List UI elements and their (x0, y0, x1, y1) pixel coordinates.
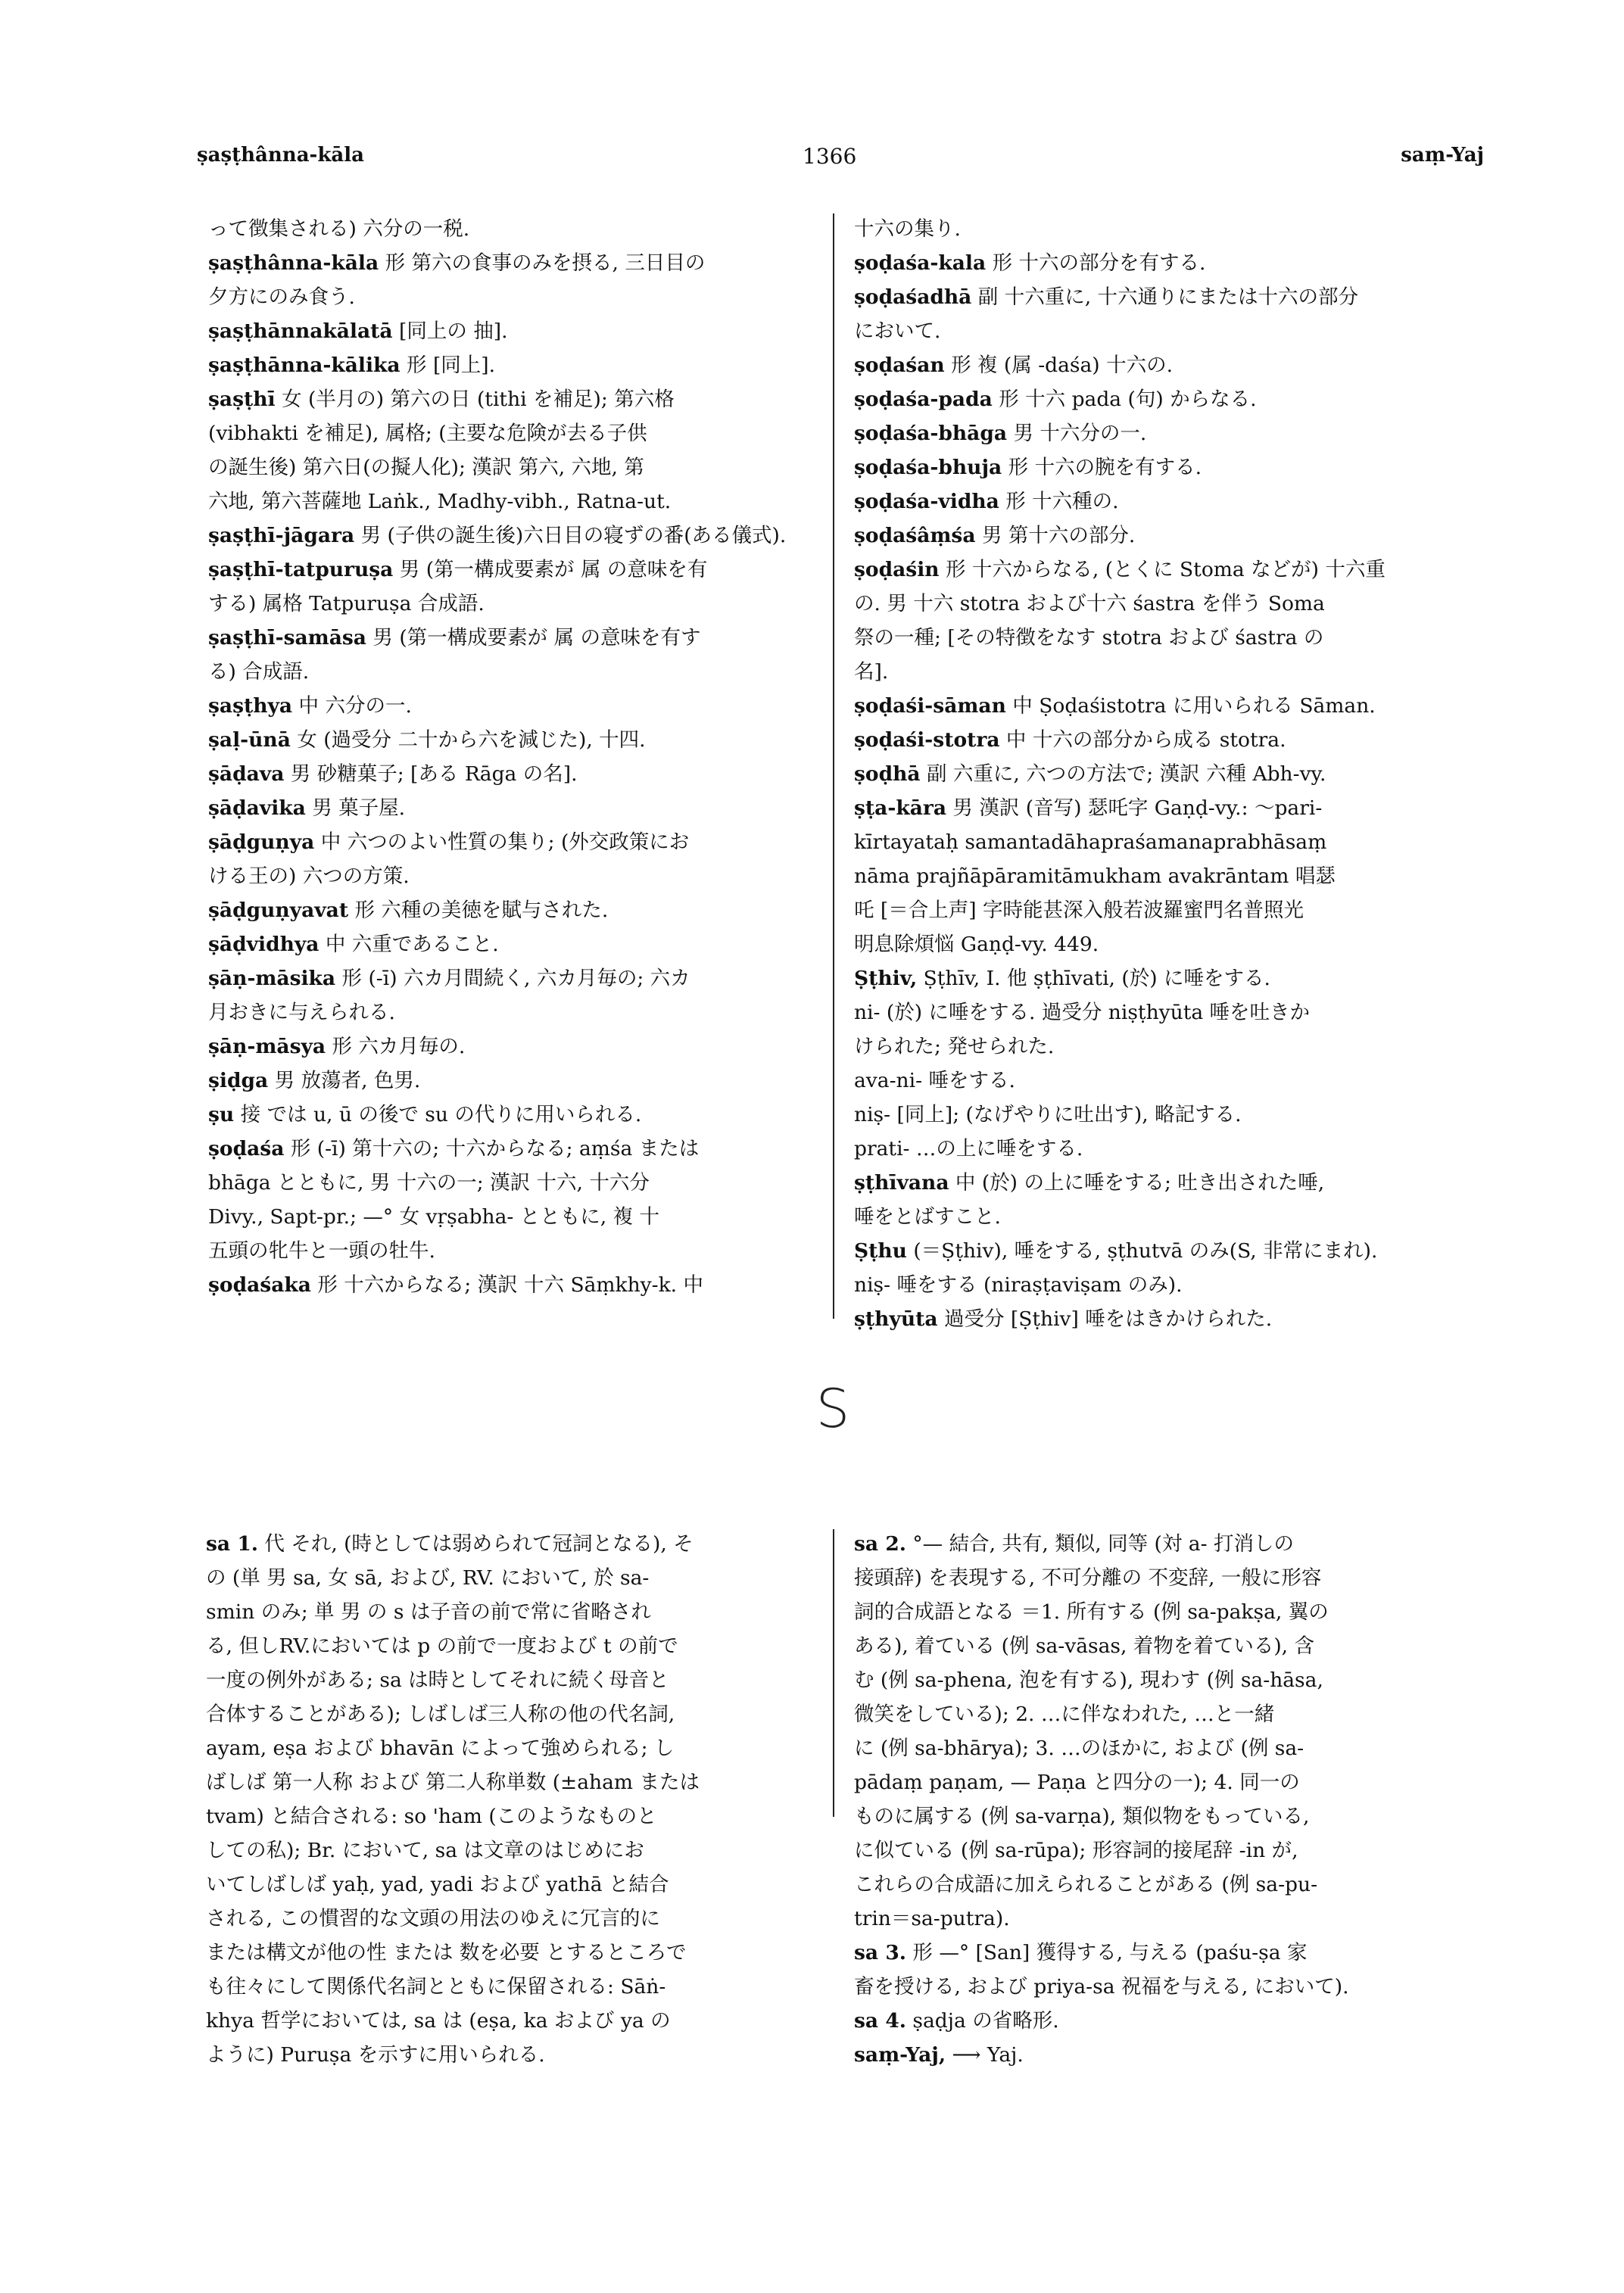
headword: ṣoḍaśaka (208, 1273, 311, 1297)
text-line: ṣiḍga 男 放蕩者, 色男. (208, 1069, 421, 1092)
text-line: 六地, 第六菩薩地 Laṅk., Madhy-vibh., Ratna-ut. (208, 490, 672, 513)
text-line: ける王の) 六つの方策. (208, 865, 410, 888)
text-line: ṣaṣṭhya 中 六分の一. (208, 694, 412, 718)
text-line: る, 但しRV.においては p の前で一度および t の前で (206, 1634, 678, 1658)
text-line: ṣaṣṭhī-tatpuruṣa 男 (第一構成要素が 属 の意味を有 (208, 558, 708, 581)
text-line: ṣaṣṭhī 女 (半月の) 第六の日 (tithi を補足); 第六格 (208, 388, 675, 411)
headword: ṣāḍguṇyavat (208, 899, 349, 922)
text-line: ṣāḍguṇya 中 六つのよい性質の集り; (外交政策にお (208, 830, 690, 854)
text-line: の. 男 十六 stotra および十六 śastra を伴う Soma (854, 592, 1325, 615)
text-line: において. (854, 319, 941, 343)
headword: ṣaṣṭhânna-kāla (208, 251, 379, 275)
column-left-bottom (206, 1527, 819, 2072)
text-line: ṣoḍaśa-bhāga 男 十六分の一. (854, 422, 1147, 445)
text-line: に似ている (例 sa-rūpa); 形容詞的接尾辞 -in が, (854, 1839, 1298, 1862)
text-line: 微笑をしている); 2. …に伴なわれた, …と一緒 (854, 1703, 1275, 1726)
headword: ṣāḍvidhya (208, 933, 320, 956)
text-line: ṣoḍaśan 形 複 (属 -daśa) 十六の. (854, 354, 1173, 377)
text-line: sa 3. 形 —° [San] 獲得する, 与える (paśu-ṣa 家 (854, 1941, 1308, 1964)
headword: ṣu (208, 1103, 235, 1126)
text-line: ṣaṣṭhī-samāsa 男 (第一構成要素が 属 の意味を有す (208, 626, 701, 650)
text-line: ṣṭa-kāra 男 漢訳 (音写) 瑟吒字 Gaṇḍ-vy.: ～pari- (854, 796, 1323, 820)
text-line: ṣaṣṭhânna-kāla 形 第六の食事のみを摂る, 三日目の (208, 251, 706, 275)
text-line: ṣāṇ-māsika 形 (-ī) 六カ月間続く, 六カ月毎の; 六カ (208, 967, 690, 990)
running-head-right: saṃ-Yaj (1401, 144, 1484, 167)
text-line: ṣoḍaśa-vidha 形 十六種の. (854, 490, 1119, 513)
text-line: けられた; 発せられた. (854, 1035, 1055, 1058)
column-left-top (208, 212, 814, 1302)
headword: ṣaḷ-ūnā (208, 728, 291, 752)
text-line: ṣoḍaśi-sāman 中 Ṣoḍaśistotra に用いられる Sāman. (854, 694, 1376, 718)
headword: ṣoḍaśa-vidha (854, 490, 999, 513)
text-line: tvam) と結合される: so 'ham (このようなものと (206, 1805, 657, 1828)
text-line: ṣaṣṭhī-jāgara 男 (子供の誕生後)六日目の寝ずの番(ある儀式). (208, 524, 787, 547)
headword: ṣoḍaśi-stotra (854, 728, 1000, 752)
text-line: む (例 sa-phena, 泡を有する), 現わす (例 sa-hāsa, (854, 1668, 1323, 1692)
headword: ṣoḍaśa (208, 1137, 285, 1161)
headword: sa 4. (854, 2009, 906, 2033)
text-line: sa 4. ṣaḍja の省略形. (854, 2009, 1059, 2033)
text-line: これらの合成語に加えられることがある (例 sa-pu- (854, 1873, 1318, 1896)
text-line: ものに属する (例 sa-varṇa), 類似物をもっている, (854, 1805, 1310, 1828)
text-line: ṣoḍaśaka 形 十六からなる; 漢訳 十六 Sāṃkhy-k. 中 (208, 1273, 704, 1297)
text-line: Ṣṭhiv, Ṣṭhīv, I. 他 ṣṭhīvati, (於) に唾をする. (854, 967, 1270, 990)
text-line: 吒 [＝合上声] 字時能甚深入般若波羅蜜門名普照光 (854, 899, 1304, 922)
text-line: 唾をとばすこと. (854, 1205, 1001, 1229)
text-line: ṣoḍaśadhā 副 十六重に, 十六通りにまたは十六の部分 (854, 285, 1359, 309)
page-header (197, 144, 1484, 174)
headword: saṃ-Yaj, (854, 2043, 946, 2067)
headword: sa 3. (854, 1941, 906, 1964)
text-line: Ṣṭhu (＝Ṣṭhiv), 唾をする, ṣṭhutvā のみ(S, 非常にまれ). (854, 1239, 1378, 1263)
text-line: ṣaḷ-ūnā 女 (過受分 二十から六を減じた), 十四. (208, 728, 646, 752)
page-number: 1366 (803, 144, 857, 169)
text-line: ある), 着ている (例 sa-vāsas, 着物を着ている), 含 (854, 1634, 1315, 1658)
text-line: の (単 男 sa, 女 sā, および, RV. において, 於 sa- (206, 1566, 650, 1590)
text-line: ṣoḍaśin 形 十六からなる, (とくに Stoma などが) 十六重 (854, 558, 1386, 581)
text-line: または構文が他の性 または 数を必要 とするところで (206, 1941, 687, 1964)
text-line: khya 哲学においては, sa は (eṣa, ka および ya の (206, 2009, 671, 2033)
headword: sa 2. (854, 1532, 906, 1556)
text-line: 名]. (854, 660, 889, 684)
headword: ṣṭhīvana (854, 1171, 949, 1195)
text-line: ṣāḍava 男 砂糖菓子; [ある Rāga の名]. (208, 762, 578, 786)
headword: ṣāḍguṇya (208, 830, 315, 854)
text-line: ṣoḍaśa-kala 形 十六の部分を有する. (854, 251, 1206, 275)
text-line: る) 合成語. (208, 660, 310, 684)
text-line: ṣu 接 では u, ū の後で su の代りに用いられる. (208, 1103, 642, 1126)
text-line: する) 属格 Tatpuruṣa 合成語. (208, 592, 485, 615)
text-line: niṣ- 唾をする (niraṣṭaviṣam のみ). (854, 1273, 1183, 1297)
text-line: Divy., Sapt-pr.; —° 女 vṛṣabha- とともに, 複 十 (208, 1205, 660, 1229)
headword: ṣāḍavika (208, 796, 306, 820)
text-line: しての私); Br. において, sa は文章のはじめにお (206, 1839, 644, 1862)
text-line: sa 1. 代 それ, (時としては弱められて冠詞となる), そ (206, 1532, 694, 1556)
headword: ṣoḍaśin (854, 558, 940, 581)
text-line: ṣoḍhā 副 六重に, 六つの方法で; 漢訳 六種 Abh-vy. (854, 762, 1326, 786)
column-right-top (854, 212, 1482, 1336)
headword: Ṣṭhiv, (854, 967, 918, 990)
text-line: ṣāḍavika 男 菓子屋. (208, 796, 406, 820)
headword: ṣaṣṭhī-tatpuruṣa (208, 558, 394, 581)
text-line: も往々にして関係代名詞とともに保留される: Sāṅ- (206, 1975, 666, 1999)
text-line: って徴集される) 六分の一税. (208, 217, 470, 241)
headword: ṣoḍhā (854, 762, 921, 786)
text-line: 接頭辞) を表現する, 不可分離の 不変辞, 一般に形容 (854, 1566, 1322, 1590)
headword: ṣaṣṭhī-jāgara (208, 524, 355, 547)
headword: ṣaṣṭhī-samāsa (208, 626, 366, 650)
column-divider-bottom (833, 1529, 834, 1817)
text-line: ayam, eṣa および bhavān によって強められる; し (206, 1737, 675, 1760)
headword: ṣoḍaśa-bhuja (854, 456, 1002, 479)
headword: ṣāṇ-māsya (208, 1035, 326, 1058)
text-line: ni- (於) に唾をする. 過受分 niṣṭhyūta 唾を吐きか (854, 1001, 1311, 1024)
text-line: ṣoḍaśi-stotra 中 十六の部分から成る stotra. (854, 728, 1286, 752)
running-head-left: ṣaṣṭhânna-kāla (197, 144, 364, 167)
headword: ṣoḍaśâṃśa (854, 524, 976, 547)
text-line: ように) Puruṣa を示すに用いられる. (206, 2043, 545, 2067)
text-line: 月おきに与えられる. (208, 1001, 395, 1024)
text-line: の誕生後) 第六日(の擬人化); 漢訳 第六, 六地, 第 (208, 456, 644, 479)
headword: ṣaṣṭhī (208, 388, 276, 411)
text-line: される, この慣習的な文頭の用法のゆえに冗言的に (206, 1907, 660, 1930)
text-line: ṣoḍaśa 形 (-ī) 第十六の; 十六からなる; aṃśa または (208, 1137, 700, 1161)
text-line: に (例 sa-bhārya); 3. …のほかに, および (例 sa- (854, 1737, 1304, 1760)
headword: ṣoḍaśan (854, 354, 945, 377)
headword: ṣaṣṭhānnakālatā (208, 319, 393, 343)
headword: ṣāṇ-māsika (208, 967, 336, 990)
text-line: nāma prajñāpāramitāmukham avakrāntam 唱瑟 (854, 865, 1336, 888)
text-line: ṣoḍaśa-bhuja 形 十六の腕を有する. (854, 456, 1202, 479)
text-line: ṣāḍvidhya 中 六重であること. (208, 933, 499, 956)
text-line: いてしばしば yaḥ, yad, yadi および yathā と結合 (206, 1873, 669, 1896)
text-line: ṣaṣṭhānna-kālika 形 [同上]. (208, 354, 496, 377)
headword: ṣaṣṭhya (208, 694, 293, 718)
text-line: (vibhakti を補足), 属格; (主要な危険が去る子供 (208, 422, 647, 445)
text-line: 十六の集り. (854, 217, 961, 241)
text-line: 合体することがある); しばしば三人称の他の代名詞, (206, 1703, 675, 1726)
headword: ṣāḍava (208, 762, 285, 786)
headword: ṣoḍaśa-kala (854, 251, 987, 275)
text-line: 祭の一種; [その特徴をなす stotra および śastra の (854, 626, 1324, 650)
text-line: bhāga とともに, 男 十六の一; 漢訳 十六, 十六分 (208, 1171, 650, 1195)
text-line: ṣṭhīvana 中 (於) の上に唾をする; 吐き出された唾, (854, 1171, 1325, 1195)
text-line: 明息除煩悩 Gaṇḍ-vy. 449. (854, 933, 1099, 956)
text-line: ṣoḍaśâṃśa 男 第十六の部分. (854, 524, 1136, 547)
text-line: pādaṃ paṇam, — Paṇa と四分の一); 4. 同一の (854, 1771, 1300, 1794)
headword: sa 1. (206, 1532, 258, 1556)
headword: ṣoḍaśi-sāman (854, 694, 1006, 718)
headword: ṣoḍaśadhā (854, 285, 972, 309)
headword: ṣoḍaśa-pada (854, 388, 993, 411)
text-line: ṣāṇ-māsya 形 六カ月毎の. (208, 1035, 466, 1058)
text-line: ṣoḍaśa-pada 形 十六 pada (句) からなる. (854, 388, 1257, 411)
text-line: 夕方にのみ食う. (208, 285, 355, 309)
text-line: ava-ni- 唾をする. (854, 1069, 1015, 1092)
headword: ṣṭhyūta (854, 1307, 938, 1331)
text-line: smin のみ; 単 男 の s は子音の前で常に省略され (206, 1600, 651, 1624)
headword: Ṣṭhu (854, 1239, 907, 1263)
text-line: ṣaṣṭhānnakālatā [同上の 抽]. (208, 319, 508, 343)
text-line: niṣ- [同上]; (なげやりに吐出す), 略記する. (854, 1103, 1242, 1126)
text-line: 五頭の牝牛と一頭の牡牛. (208, 1239, 435, 1263)
section-letter: S (815, 1378, 850, 1440)
text-line: trin＝sa-putra). (854, 1907, 1010, 1930)
text-line: 詞的合成語となる ＝1. 所有する (例 sa-pakṣa, 翼の (854, 1600, 1329, 1624)
text-line: saṃ-Yaj, ⟶ Yaj. (854, 2043, 1024, 2067)
text-line: ばしば 第一人称 および 第二人称単数 (±aham または (206, 1771, 700, 1794)
text-line: ṣṭhyūta 過受分 [Ṣṭhiv] 唾をはきかけられた. (854, 1307, 1273, 1331)
column-divider-top (833, 213, 834, 1319)
text-line: prati- …の上に唾をする. (854, 1137, 1083, 1161)
text-line: 畜を授ける, および priya-sa 祝福を与える, において). (854, 1975, 1349, 1999)
text-line: sa 2. °— 結合, 共有, 類似, 同等 (対 a- 打消しの (854, 1532, 1294, 1556)
text-line: ṣāḍguṇyavat 形 六種の美徳を賦与された. (208, 899, 609, 922)
text-line: 一度の例外がある; sa は時としてそれに続く母音と (206, 1668, 669, 1692)
headword: ṣaṣṭhānna-kālika (208, 354, 401, 377)
headword: ṣṭa-kāra (854, 796, 946, 820)
headword: ṣoḍaśa-bhāga (854, 422, 1008, 445)
headword: ṣiḍga (208, 1069, 269, 1092)
text-line: kīrtayataḥ samantadāhapraśamanaprabhāsaṃ (854, 830, 1327, 854)
column-right-bottom (854, 1527, 1490, 2072)
